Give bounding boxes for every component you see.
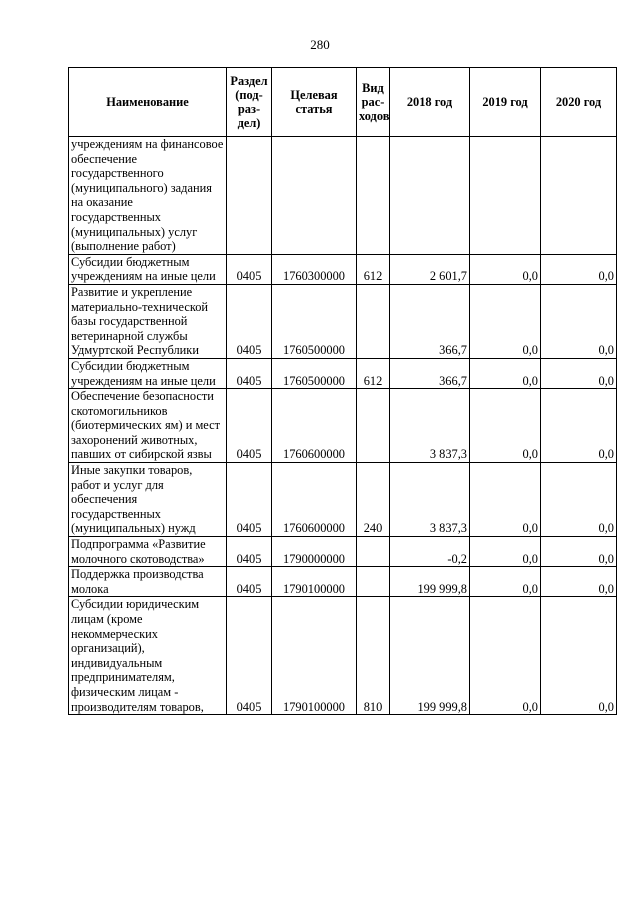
cell-section: 0405 (227, 463, 272, 537)
cell-2018: 199 999,8 (390, 567, 470, 597)
budget-table (68, 67, 617, 715)
cell-expense-type (357, 567, 390, 597)
cell-expense-type: 612 (357, 358, 390, 388)
cell-target: 1760600000 (272, 389, 357, 463)
cell-2018: 2 601,7 (390, 254, 470, 284)
cell-expense-type: 240 (357, 463, 390, 537)
cell-name: Иные закупки товаров, работ и услуг для обеспечения государственных (муниципальных) нужд (69, 463, 227, 537)
cell-name: учреждениям на финансовое обеспечение государственного (муниципального) задания на оказание государственных (муниципальных) услуг (выполнение работ) (69, 137, 227, 255)
cell-expense-type (357, 389, 390, 463)
table-row (69, 254, 617, 284)
cell-target: 1790000000 (272, 537, 357, 567)
cell-target: 1790100000 (272, 597, 357, 715)
cell-section: 0405 (227, 537, 272, 567)
cell-expense-type (357, 137, 390, 255)
cell-2020: 0,0 (541, 358, 617, 388)
header-2018: 2018 год (390, 68, 470, 137)
cell-2018 (390, 137, 470, 255)
cell-name: Субсидии бюджетным учреждениям на иные цели (69, 254, 227, 284)
cell-2018: 366,7 (390, 284, 470, 358)
cell-2020: 0,0 (541, 463, 617, 537)
cell-section (227, 137, 272, 255)
cell-section: 0405 (227, 358, 272, 388)
header-2019: 2019 год (470, 68, 541, 137)
table-row (69, 389, 617, 463)
cell-target: 1760600000 (272, 463, 357, 537)
cell-2020: 0,0 (541, 537, 617, 567)
cell-2020: 0,0 (541, 254, 617, 284)
cell-expense-type: 612 (357, 254, 390, 284)
cell-name: Субсидии юридическим лицам (кроме некоммерческих организаций), индивидуальным предпринимателям, физическим лицам - производителям товаров, (69, 597, 227, 715)
cell-section: 0405 (227, 597, 272, 715)
cell-2019: 0,0 (470, 463, 541, 537)
cell-name: Поддержка производства молока (69, 567, 227, 597)
table-row (69, 137, 617, 255)
cell-2020: 0,0 (541, 389, 617, 463)
cell-2019: 0,0 (470, 537, 541, 567)
cell-name: Обеспечение безопасности скотомогильников (биотермических ям) и мест захоронений животных, павших от сибирской язвы (69, 389, 227, 463)
cell-2019: 0,0 (470, 597, 541, 715)
cell-2019: 0,0 (470, 254, 541, 284)
page-number: 280 (310, 37, 330, 52)
header-section: Раздел (под-раз-дел) (227, 68, 272, 137)
cell-2020: 0,0 (541, 597, 617, 715)
cell-2019: 0,0 (470, 389, 541, 463)
cell-target: 1790100000 (272, 567, 357, 597)
cell-name: Подпрограмма «Развитие молочного скотоводства» (69, 537, 227, 567)
cell-section: 0405 (227, 389, 272, 463)
cell-section: 0405 (227, 254, 272, 284)
cell-expense-type (357, 284, 390, 358)
cell-expense-type: 810 (357, 597, 390, 715)
cell-target: 1760500000 (272, 284, 357, 358)
table-row (69, 597, 617, 715)
cell-section: 0405 (227, 284, 272, 358)
cell-2019: 0,0 (470, 358, 541, 388)
table-row (69, 284, 617, 358)
cell-2018: 366,7 (390, 358, 470, 388)
cell-2019 (470, 137, 541, 255)
table-row (69, 567, 617, 597)
header-2020: 2020 год (541, 68, 617, 137)
cell-name: Субсидии бюджетным учреждениям на иные цели (69, 358, 227, 388)
cell-2018: 3 837,3 (390, 463, 470, 537)
cell-2019: 0,0 (470, 284, 541, 358)
cell-target (272, 137, 357, 255)
cell-2018: 3 837,3 (390, 389, 470, 463)
table-header-row (69, 68, 617, 137)
cell-2020: 0,0 (541, 284, 617, 358)
cell-2018: -0,2 (390, 537, 470, 567)
table-row (69, 463, 617, 537)
header-target: Целевая статья (272, 68, 357, 137)
cell-target: 1760300000 (272, 254, 357, 284)
table-row (69, 358, 617, 388)
cell-target: 1760500000 (272, 358, 357, 388)
header-name: Наименование (69, 68, 227, 137)
cell-2018: 199 999,8 (390, 597, 470, 715)
table-row (69, 537, 617, 567)
header-expense-type: Вид рас-ходов (357, 68, 390, 137)
cell-2020 (541, 137, 617, 255)
cell-name: Развитие и укрепление материально-технической базы государственной ветеринарной службы Удмуртской Республики (69, 284, 227, 358)
cell-2020: 0,0 (541, 567, 617, 597)
cell-expense-type (357, 537, 390, 567)
cell-2019: 0,0 (470, 567, 541, 597)
cell-section: 0405 (227, 567, 272, 597)
